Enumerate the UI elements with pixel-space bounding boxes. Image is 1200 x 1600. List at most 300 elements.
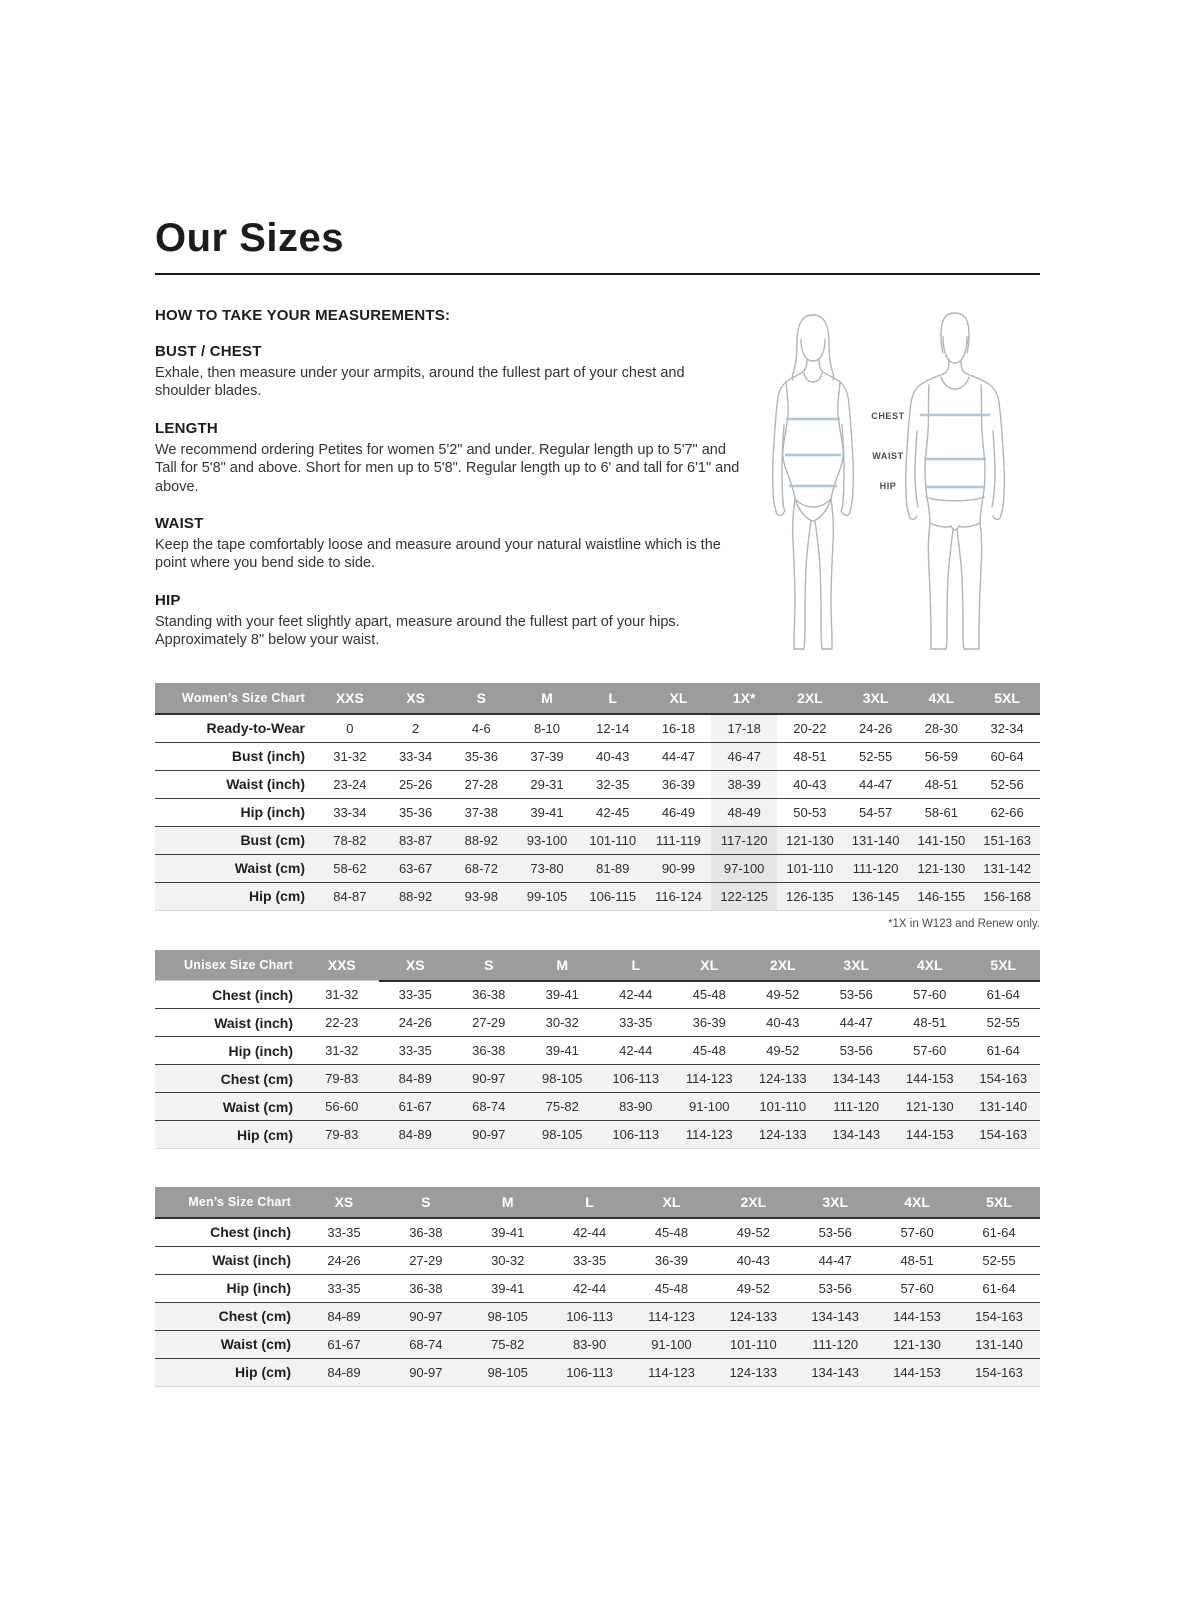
size-cell: 4-6 bbox=[471, 720, 491, 736]
table-row bbox=[155, 826, 1040, 854]
size-cell: 30-32 bbox=[467, 1246, 549, 1274]
size-cell: 27-29 bbox=[452, 1009, 526, 1037]
size-cell: 54-57 bbox=[843, 798, 909, 826]
length-section bbox=[155, 420, 740, 496]
column-header: XL bbox=[673, 950, 747, 981]
size-cell: 79-83 bbox=[305, 1121, 379, 1149]
table-row bbox=[155, 981, 1040, 1009]
size-cell: 20-22 bbox=[793, 720, 827, 736]
size-cell: 83-90 bbox=[599, 1093, 673, 1121]
size-cell: 22-23 bbox=[305, 1009, 379, 1037]
table-row bbox=[155, 1302, 1040, 1330]
size-cell: 33-34 bbox=[383, 742, 449, 770]
row-label: Waist (cm) bbox=[155, 1093, 305, 1121]
waist-section bbox=[155, 515, 740, 573]
size-cell: 90-99 bbox=[646, 854, 712, 882]
size-cell: 111-119 bbox=[646, 826, 712, 854]
size-cell: 121-130 bbox=[876, 1330, 958, 1358]
size-cell: 23-24 bbox=[317, 770, 383, 798]
row-label: Chest (inch) bbox=[212, 986, 293, 1003]
column-header: XXS bbox=[305, 950, 379, 981]
column-header: M bbox=[467, 1187, 549, 1218]
column-header: M bbox=[526, 950, 600, 981]
size-cell: 141-150 bbox=[908, 826, 974, 854]
size-cell: 98-105 bbox=[467, 1358, 549, 1386]
column-header: 2XL bbox=[777, 683, 843, 714]
size-cell: 90-97 bbox=[385, 1302, 467, 1330]
size-cell: 52-55 bbox=[843, 742, 909, 770]
size-cell: 40-43 bbox=[580, 742, 646, 770]
size-cell: 156-168 bbox=[974, 882, 1040, 910]
size-cell: 24-26 bbox=[858, 720, 893, 736]
column-header: 3XL bbox=[794, 1187, 876, 1218]
table-row bbox=[155, 714, 1040, 742]
size-cell: 131-140 bbox=[967, 1093, 1041, 1121]
size-cell: 121-130 bbox=[893, 1093, 967, 1121]
size-cell: 81-89 bbox=[580, 854, 646, 882]
size-cell: 33-35 bbox=[327, 1224, 361, 1240]
size-cell: 57-60 bbox=[913, 987, 947, 1003]
size-cell: 114-123 bbox=[631, 1358, 713, 1386]
row-label: Hip (cm) bbox=[155, 1358, 303, 1386]
row-label: Hip (inch) bbox=[155, 1274, 303, 1302]
length-text: We recommend ordering Petites for women 5'2" and under. Regular length up to 5'7" and Tall for 5'8" and above. Short for men up to 5'8". Regular length up to 6' and tall for 6'1" and above. bbox=[155, 441, 740, 495]
size-cell: 154-163 bbox=[967, 1065, 1041, 1093]
size-cell: 2 bbox=[411, 720, 420, 736]
size-cell: 144-153 bbox=[893, 1065, 967, 1093]
size-cell: 111-120 bbox=[843, 854, 909, 882]
row-label: Hip (inch) bbox=[155, 1037, 305, 1065]
size-cell: 78-82 bbox=[317, 826, 383, 854]
size-cell: 83-90 bbox=[549, 1330, 631, 1358]
size-cell: 61-64 bbox=[986, 987, 1020, 1003]
bust-chest-text: Exhale, then measure under your armpits, around the fullest part of your chest and shoulder blades. bbox=[155, 365, 685, 400]
size-cell: 37-38 bbox=[448, 798, 514, 826]
size-cell: 57-60 bbox=[900, 1224, 934, 1240]
size-cell: 40-43 bbox=[777, 770, 843, 798]
size-cell: 25-26 bbox=[383, 770, 449, 798]
size-cell: 61-64 bbox=[982, 1224, 1016, 1240]
size-cell: 84-89 bbox=[379, 1065, 453, 1093]
size-cell: 36-39 bbox=[631, 1246, 713, 1274]
size-cell: 68-74 bbox=[452, 1093, 526, 1121]
size-cell: 46-49 bbox=[646, 798, 712, 826]
size-cell: 90-97 bbox=[452, 1121, 526, 1149]
size-cell: 39-41 bbox=[526, 1037, 600, 1065]
male-figure bbox=[906, 313, 1005, 649]
column-header: XL bbox=[631, 1187, 713, 1218]
size-cell: 57-60 bbox=[876, 1274, 958, 1302]
size-cell: 88-92 bbox=[448, 826, 514, 854]
table-row bbox=[155, 1358, 1040, 1386]
size-cell: 116-124 bbox=[646, 882, 712, 910]
size-cell: 42-45 bbox=[580, 798, 646, 826]
size-cell: 83-87 bbox=[383, 826, 449, 854]
table-row bbox=[155, 798, 1040, 826]
size-cell: 144-153 bbox=[893, 1121, 967, 1149]
table-row bbox=[155, 1246, 1040, 1274]
unisex-table bbox=[155, 950, 1040, 1150]
size-cell: 35-36 bbox=[448, 742, 514, 770]
how-to-heading: HOW TO TAKE YOUR MEASUREMENTS: bbox=[155, 307, 451, 324]
unisex-size-chart bbox=[155, 950, 1040, 1150]
size-cell: 38-39 bbox=[711, 770, 777, 798]
column-header: 3XL bbox=[820, 950, 894, 981]
size-cell: 46-47 bbox=[711, 742, 777, 770]
size-cell: 32-34 bbox=[990, 720, 1024, 736]
column-header: 4XL bbox=[876, 1187, 958, 1218]
table-row bbox=[155, 882, 1040, 910]
size-cell: 50-53 bbox=[777, 798, 843, 826]
size-cell: 111-120 bbox=[820, 1093, 894, 1121]
size-cell: 33-35 bbox=[599, 1009, 673, 1037]
size-cell: 58-61 bbox=[908, 798, 974, 826]
size-cell: 101-110 bbox=[580, 826, 646, 854]
row-label: Hip (cm) bbox=[155, 882, 317, 910]
column-header: 4XL bbox=[908, 683, 974, 714]
size-cell: 124-133 bbox=[746, 1121, 820, 1149]
size-cell: 30-32 bbox=[526, 1009, 600, 1037]
row-label: Waist (inch) bbox=[155, 1009, 305, 1037]
size-cell: 121-130 bbox=[908, 854, 974, 882]
size-cell: 53-56 bbox=[794, 1274, 876, 1302]
size-cell: 58-62 bbox=[317, 854, 383, 882]
column-header: M bbox=[514, 683, 580, 714]
male-measure-lines bbox=[920, 415, 990, 487]
size-cell: 134-143 bbox=[820, 1121, 894, 1149]
waist-label: WAIST bbox=[872, 451, 904, 461]
size-cell: 36-38 bbox=[452, 1037, 526, 1065]
column-header: XXS bbox=[317, 683, 383, 714]
size-cell: 136-145 bbox=[843, 882, 909, 910]
size-cell: 62-66 bbox=[974, 798, 1040, 826]
size-cell: 27-29 bbox=[385, 1246, 467, 1274]
hip-label: HIP bbox=[879, 481, 897, 491]
size-cell: 49-52 bbox=[712, 1274, 794, 1302]
size-cell: 44-47 bbox=[820, 1009, 894, 1037]
size-cell: 24-26 bbox=[303, 1246, 385, 1274]
size-cell: 61-67 bbox=[303, 1330, 385, 1358]
size-cell: 24-26 bbox=[379, 1009, 453, 1037]
female-figure bbox=[773, 315, 854, 649]
hip-heading: HIP bbox=[155, 591, 181, 609]
row-label: Waist (cm) bbox=[155, 854, 317, 882]
row-label: Bust (cm) bbox=[155, 826, 317, 854]
size-cell: 36-39 bbox=[646, 770, 712, 798]
size-cell: 17-18 bbox=[711, 714, 777, 742]
size-cell: 45-48 bbox=[654, 1224, 689, 1240]
size-cell: 97-100 bbox=[711, 854, 777, 882]
size-cell: 36-39 bbox=[673, 1009, 747, 1037]
size-cell: 111-120 bbox=[794, 1330, 876, 1358]
table-title: Women’s Size Chart bbox=[155, 683, 317, 714]
table-row bbox=[155, 770, 1040, 798]
column-header: 3XL bbox=[843, 683, 909, 714]
size-cell: 144-153 bbox=[876, 1302, 958, 1330]
size-cell: 45-48 bbox=[692, 987, 726, 1003]
size-cell: 106-113 bbox=[599, 1065, 673, 1093]
row-label: Chest (inch) bbox=[210, 1224, 291, 1241]
size-cell: 61-67 bbox=[379, 1093, 453, 1121]
size-cell: 106-113 bbox=[599, 1121, 673, 1149]
size-cell: 8-10 bbox=[534, 720, 561, 736]
table-row bbox=[155, 854, 1040, 882]
row-label: Waist (inch) bbox=[155, 770, 317, 798]
size-cell: 106-113 bbox=[549, 1302, 631, 1330]
size-cell: 39-41 bbox=[467, 1274, 549, 1302]
bust-chest-heading: BUST / CHEST bbox=[155, 343, 262, 360]
column-header: XS bbox=[383, 683, 449, 714]
size-cell: 75-82 bbox=[526, 1093, 600, 1121]
row-label: Waist (cm) bbox=[155, 1330, 303, 1358]
size-cell: 154-163 bbox=[958, 1358, 1040, 1386]
column-header: XL bbox=[646, 683, 712, 714]
size-cell: 39-41 bbox=[545, 987, 579, 1003]
size-cell: 42-44 bbox=[619, 987, 653, 1003]
table-row bbox=[155, 1037, 1040, 1065]
column-header: L bbox=[549, 1187, 631, 1218]
table-row bbox=[155, 742, 1040, 770]
mens-size-chart bbox=[155, 1187, 1040, 1387]
size-cell: 49-52 bbox=[766, 987, 800, 1003]
size-cell: 29-31 bbox=[514, 770, 580, 798]
column-header: 5XL bbox=[967, 950, 1041, 981]
size-cell: 91-100 bbox=[631, 1330, 713, 1358]
size-cell: 48-51 bbox=[876, 1246, 958, 1274]
size-charts bbox=[155, 683, 1040, 1387]
size-cell: 44-47 bbox=[646, 742, 712, 770]
size-cell: 40-43 bbox=[746, 1009, 820, 1037]
size-cell: 42-44 bbox=[599, 1037, 673, 1065]
size-cell: 60-64 bbox=[974, 742, 1040, 770]
table-row bbox=[155, 1218, 1040, 1246]
table-row bbox=[155, 1121, 1040, 1149]
size-cell: 31-32 bbox=[317, 742, 383, 770]
size-cell: 84-89 bbox=[303, 1358, 385, 1386]
size-cell: 122-125 bbox=[711, 882, 777, 910]
size-cell: 36-38 bbox=[472, 987, 506, 1003]
size-cell: 117-120 bbox=[711, 826, 777, 854]
size-cell: 90-97 bbox=[452, 1065, 526, 1093]
table-row bbox=[155, 1009, 1040, 1037]
size-cell: 40-43 bbox=[712, 1246, 794, 1274]
size-cell: 36-38 bbox=[409, 1224, 443, 1240]
size-cell: 49-52 bbox=[746, 1037, 820, 1065]
female-measure-lines bbox=[785, 419, 841, 486]
size-cell: 134-143 bbox=[794, 1358, 876, 1386]
size-cell: 154-163 bbox=[967, 1121, 1041, 1149]
size-cell: 154-163 bbox=[958, 1302, 1040, 1330]
size-cell: 16-18 bbox=[661, 720, 696, 736]
size-cell: 131-140 bbox=[843, 826, 909, 854]
size-cell: 90-97 bbox=[385, 1358, 467, 1386]
row-label: Bust (inch) bbox=[155, 742, 317, 770]
length-heading: LENGTH bbox=[155, 419, 218, 437]
measurements-section bbox=[155, 307, 1040, 659]
table-row bbox=[155, 1330, 1040, 1358]
hip-text: Standing with your feet slightly apart, measure around the fullest part of your hips. Approximately 8" below your waist. bbox=[155, 613, 680, 649]
column-header: XS bbox=[303, 1187, 385, 1218]
size-cell: 39-41 bbox=[514, 798, 580, 826]
size-cell: 106-115 bbox=[580, 882, 646, 910]
column-header: S bbox=[452, 950, 526, 981]
womens-chart-footnote: *1X in W123 and Renew only. bbox=[888, 917, 1040, 930]
size-cell: 27-28 bbox=[448, 770, 514, 798]
size-cell: 131-140 bbox=[958, 1330, 1040, 1358]
size-cell: 88-92 bbox=[383, 882, 449, 910]
size-cell: 33-35 bbox=[379, 1037, 453, 1065]
header-row bbox=[155, 1187, 1040, 1218]
size-cell: 45-48 bbox=[631, 1274, 713, 1302]
size-cell: 101-110 bbox=[777, 854, 843, 882]
table-row bbox=[155, 1093, 1040, 1121]
column-header: S bbox=[385, 1187, 467, 1218]
size-cell: 53-56 bbox=[839, 987, 873, 1003]
bust-chest-section bbox=[155, 343, 740, 401]
size-cell: 49-52 bbox=[736, 1224, 770, 1240]
size-cell: 134-143 bbox=[820, 1065, 894, 1093]
size-cell: 44-47 bbox=[843, 770, 909, 798]
size-cell: 42-44 bbox=[572, 1224, 607, 1240]
size-cell: 114-123 bbox=[673, 1065, 747, 1093]
womens-table bbox=[155, 683, 1040, 911]
chest-label: CHEST bbox=[871, 411, 905, 421]
size-cell: 101-110 bbox=[746, 1093, 820, 1121]
size-cell: 36-38 bbox=[385, 1274, 467, 1302]
size-cell: 53-56 bbox=[818, 1224, 852, 1240]
size-cell: 53-56 bbox=[820, 1037, 894, 1065]
waist-heading: WAIST bbox=[155, 515, 204, 533]
size-cell: 33-35 bbox=[303, 1274, 385, 1302]
size-cell: 0 bbox=[346, 720, 354, 736]
figure-labels bbox=[871, 411, 905, 491]
size-cell: 52-56 bbox=[974, 770, 1040, 798]
size-cell: 61-64 bbox=[967, 1037, 1041, 1065]
size-cell: 114-123 bbox=[631, 1302, 713, 1330]
size-cell: 28-30 bbox=[924, 720, 958, 736]
size-cell: 134-143 bbox=[794, 1302, 876, 1330]
size-cell: 79-83 bbox=[305, 1065, 379, 1093]
size-cell: 44-47 bbox=[794, 1246, 876, 1274]
size-cell: 121-130 bbox=[777, 826, 843, 854]
size-cell: 146-155 bbox=[908, 882, 974, 910]
size-cell: 31-32 bbox=[305, 1037, 379, 1065]
table-title: Unisex Size Chart bbox=[155, 950, 305, 981]
size-cell: 93-98 bbox=[448, 882, 514, 910]
size-cell: 68-72 bbox=[448, 854, 514, 882]
row-label: Chest (cm) bbox=[155, 1065, 305, 1093]
size-cell: 98-105 bbox=[526, 1065, 600, 1093]
size-cell: 32-35 bbox=[580, 770, 646, 798]
waist-text: Keep the tape comfortably loose and measure around your natural waistline which is the point where you bend side to side. bbox=[155, 537, 721, 572]
column-header: 5XL bbox=[958, 1187, 1040, 1218]
size-cell: 106-113 bbox=[549, 1358, 631, 1386]
column-header: L bbox=[580, 683, 646, 714]
size-cell: 75-82 bbox=[467, 1330, 549, 1358]
size-cell: 151-163 bbox=[974, 826, 1040, 854]
size-cell: 98-105 bbox=[526, 1121, 600, 1149]
size-cell: 33-35 bbox=[549, 1246, 631, 1274]
size-cell: 61-64 bbox=[958, 1274, 1040, 1302]
size-cell: 39-41 bbox=[491, 1224, 525, 1240]
column-header: 4XL bbox=[893, 950, 967, 981]
size-cell: 91-100 bbox=[673, 1093, 747, 1121]
column-header: 1X* bbox=[711, 683, 777, 714]
row-label: Chest (cm) bbox=[155, 1302, 303, 1330]
size-cell: 93-100 bbox=[514, 826, 580, 854]
size-cell: 56-60 bbox=[305, 1093, 379, 1121]
size-cell: 42-44 bbox=[549, 1274, 631, 1302]
measurement-instructions bbox=[155, 307, 740, 650]
size-cell: 84-89 bbox=[379, 1121, 453, 1149]
hip-section bbox=[155, 592, 740, 650]
column-header: 2XL bbox=[746, 950, 820, 981]
column-header: L bbox=[599, 950, 673, 981]
size-cell: 48-51 bbox=[777, 742, 843, 770]
size-cell: 68-74 bbox=[385, 1330, 467, 1358]
title-divider bbox=[155, 273, 1040, 275]
row-label: Ready-to-Wear bbox=[206, 720, 305, 737]
size-cell: 33-34 bbox=[317, 798, 383, 826]
size-cell: 45-48 bbox=[673, 1037, 747, 1065]
size-cell: 99-105 bbox=[514, 882, 580, 910]
size-cell: 144-153 bbox=[876, 1358, 958, 1386]
size-cell: 56-59 bbox=[908, 742, 974, 770]
size-cell: 73-80 bbox=[514, 854, 580, 882]
size-guide-page bbox=[155, 0, 1040, 1387]
table-row bbox=[155, 1274, 1040, 1302]
size-cell: 63-67 bbox=[383, 854, 449, 882]
size-cell: 101-110 bbox=[712, 1330, 794, 1358]
size-cell: 48-51 bbox=[893, 1009, 967, 1037]
size-cell: 124-133 bbox=[712, 1358, 794, 1386]
size-cell: 124-133 bbox=[712, 1302, 794, 1330]
table-row bbox=[155, 1065, 1040, 1093]
size-cell: 98-105 bbox=[467, 1302, 549, 1330]
size-cell: 37-39 bbox=[514, 742, 580, 770]
size-cell: 52-55 bbox=[958, 1246, 1040, 1274]
size-cell: 48-49 bbox=[711, 798, 777, 826]
womens-size-chart bbox=[155, 683, 1040, 911]
measurement-figures bbox=[748, 309, 1040, 661]
column-header: S bbox=[448, 683, 514, 714]
size-cell: 131-142 bbox=[974, 854, 1040, 882]
row-label: Waist (inch) bbox=[155, 1246, 303, 1274]
column-header: XS bbox=[379, 950, 453, 981]
size-cell: 126-135 bbox=[777, 882, 843, 910]
size-cell: 48-51 bbox=[908, 770, 974, 798]
size-cell: 84-89 bbox=[303, 1302, 385, 1330]
size-cell: 52-55 bbox=[967, 1009, 1041, 1037]
column-header: 2XL bbox=[712, 1187, 794, 1218]
size-cell: 57-60 bbox=[893, 1037, 967, 1065]
row-label: Hip (inch) bbox=[155, 798, 317, 826]
row-label: Hip (cm) bbox=[155, 1121, 305, 1149]
mens-table bbox=[155, 1187, 1040, 1387]
size-cell: 12-14 bbox=[596, 720, 630, 736]
size-cell: 114-123 bbox=[673, 1121, 747, 1149]
column-header: 5XL bbox=[974, 683, 1040, 714]
header-row bbox=[155, 683, 1040, 714]
size-cell: 33-35 bbox=[398, 987, 432, 1003]
size-cell: 124-133 bbox=[746, 1065, 820, 1093]
header-row bbox=[155, 950, 1040, 981]
table-title: Men’s Size Chart bbox=[155, 1187, 303, 1218]
size-cell: 35-36 bbox=[383, 798, 449, 826]
size-cell: 84-87 bbox=[317, 882, 383, 910]
size-cell: 31-32 bbox=[325, 987, 359, 1002]
page-title: Our Sizes bbox=[155, 216, 345, 260]
